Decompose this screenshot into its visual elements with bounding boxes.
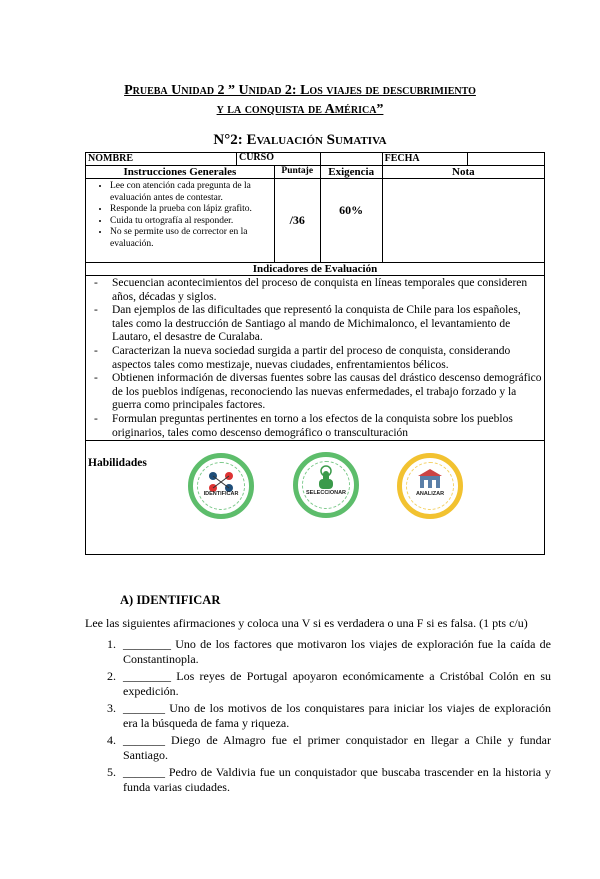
- building-icon: [402, 458, 458, 514]
- nota-value-cell[interactable]: [382, 179, 544, 263]
- puntaje-value: /36: [274, 179, 320, 263]
- question-text: Diego de Almagro fue el primer conquistador en llegar a Chile y fundar Santiago.: [123, 733, 551, 762]
- answer-blank[interactable]: ________: [123, 669, 171, 683]
- curso-value-cell[interactable]: [320, 153, 382, 166]
- badge-label: ANALIZAR: [415, 491, 445, 497]
- document-subtitle: N°2: Evaluación Sumativa: [213, 132, 387, 148]
- question-text: Uno de los motivos de los conquistares para iniciar los viajes de exploración era la búsqueda de fama y riqueza.: [123, 701, 551, 730]
- instrucciones-header: Instrucciones Generales: [86, 166, 275, 179]
- indicador-item: - Dan ejemplos de las dificultades que representó la conquista de Chile para los españoles, tales como la destrucción de Santiago al mando de Michimalonco, el levantamiento de Lautaro, el desastre de Curalaba.: [112, 304, 542, 345]
- instructions-cell: [86, 179, 275, 263]
- question-item: [119, 733, 551, 763]
- instruction-item: • No se permite uso de corrector en la evaluación.: [110, 227, 272, 250]
- puntaje-header: Puntaje: [274, 166, 320, 179]
- indicador-item: - Caracterizan la nueva sociedad surgida a partir del proceso de conquista, considerando aspectos tales como mestizaje, nuevas ciudades, enfrentamientos bélicos.: [112, 345, 542, 372]
- seleccionar-badge: [293, 452, 359, 518]
- fecha-label: FECHA: [382, 153, 468, 166]
- question-item: [119, 669, 551, 699]
- exigencia-value: 60%: [320, 179, 382, 263]
- instruction-item: • Cuida tu ortografía al responder.: [110, 216, 272, 228]
- indicador-item: - Obtienen información de diversas fuentes sobre las causas del drástico descenso demográfico de los pueblos indígenas, reconociendo las nuevas enfermedades, el trabajo forzado y la guerra como principales factores.: [112, 372, 542, 413]
- question-text: Uno de los factores que motivaron los viajes de exploración fue la caída de Constantinopla.: [123, 637, 551, 666]
- answer-blank[interactable]: _______: [123, 701, 165, 715]
- question-item: [119, 701, 551, 731]
- indicadores-header: Indicadores de Evaluación: [86, 263, 545, 276]
- instruction-item: • Lee con atención cada pregunta de la evaluación antes de contestar.: [110, 181, 272, 204]
- document-title-line1: Prueba Unidad 2 ” Unidad 2: Los viajes de descubrimiento: [124, 83, 476, 98]
- network-icon: [193, 458, 249, 514]
- question-item: [119, 765, 551, 795]
- hand-pointer-icon: [298, 457, 354, 513]
- document-title-line2: y la conquista de América”: [216, 102, 384, 117]
- indicador-item: - Formulan preguntas pertinentes en torno a los efectos de la conquista sobre los pueblos originarios, tales como descenso demográfico o transculturación: [112, 413, 542, 440]
- answer-blank[interactable]: ________: [123, 637, 171, 651]
- curso-label: CURSO: [236, 152, 274, 166]
- answer-blank[interactable]: _______: [123, 765, 165, 779]
- true-false-questions: [85, 637, 551, 797]
- exigencia-header: Exigencia: [320, 166, 382, 179]
- indicador-item: - Secuencian acontecimientos del proceso de conquista en líneas temporales que consideren años, décadas y siglos.: [112, 277, 542, 304]
- section-a-heading: A) IDENTIFICAR: [120, 593, 221, 607]
- question-text: Los reyes de Portugal apoyaron económicamente a Cristóbal Colón en su expedición.: [123, 669, 551, 698]
- habilidades-label: Habilidades: [88, 457, 147, 470]
- analizar-badge: [397, 453, 463, 519]
- nombre-label: NOMBRE: [88, 153, 133, 164]
- section-a-instructions: Lee las siguientes afirmaciones y coloca una V si es verdadera o una F si es falsa. (1 pts c/u): [85, 616, 528, 630]
- badge-label: SELECCIONAR: [305, 490, 347, 496]
- instruction-item: • Responde la prueba con lápiz grafito.: [110, 204, 272, 216]
- question-item: [119, 637, 551, 667]
- identificar-badge: [188, 453, 254, 519]
- answer-blank[interactable]: _______: [123, 733, 165, 747]
- indicadores-cell: [86, 276, 545, 441]
- nota-header: Nota: [382, 166, 544, 179]
- nombre-cell: [86, 153, 321, 166]
- fecha-value-cell[interactable]: [468, 153, 545, 166]
- badge-label: IDENTIFICAR: [203, 491, 239, 497]
- question-text: Pedro de Valdivia fue un conquistador que buscaba trascender en la historia y funda varias ciudades.: [123, 765, 551, 794]
